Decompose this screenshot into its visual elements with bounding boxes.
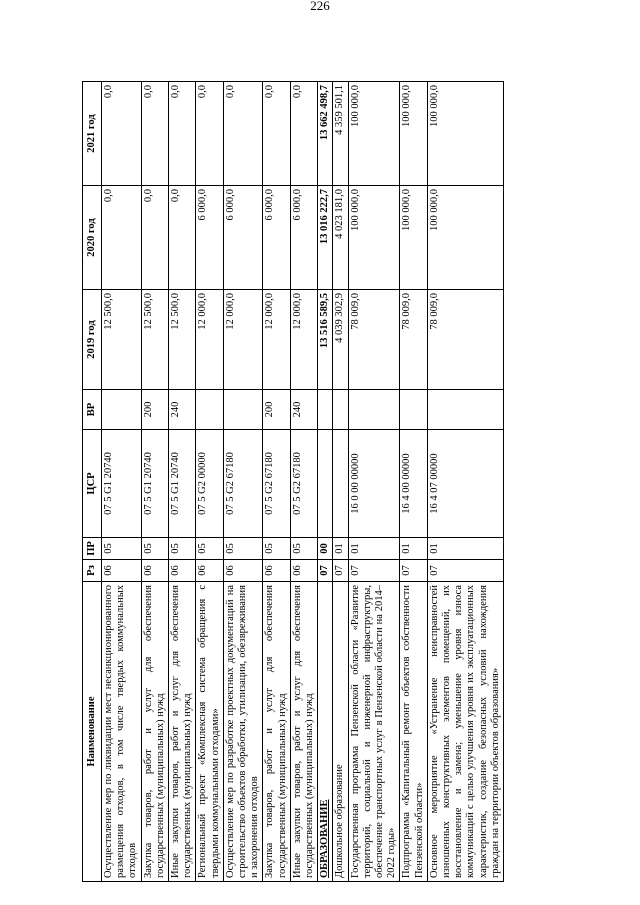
row-rz: 07: [333, 560, 348, 582]
row-rz: 06: [141, 560, 168, 582]
row-rz: 07: [348, 560, 400, 582]
row-rz: 07: [318, 560, 333, 582]
row-rz: 06: [196, 560, 223, 582]
row-vr: [400, 390, 427, 430]
header-row: [83, 82, 102, 882]
row-vr: 200: [141, 390, 168, 430]
row-rz: 06: [290, 560, 317, 582]
row-2021: 0,0: [263, 82, 290, 186]
row-vr: [348, 390, 400, 430]
table-row: [400, 82, 427, 882]
table-row: [169, 82, 196, 882]
row-2021: 100 000,0: [348, 82, 400, 186]
row-2021: 0,0: [169, 82, 196, 186]
row-2019: 4 039 302,9: [333, 290, 348, 390]
row-2021: 0,0: [196, 82, 223, 186]
row-rz: 06: [169, 560, 196, 582]
row-pr: 05: [263, 538, 290, 560]
row-name: Осуществление мер по разработке проектных документаций на строительство объектов обработки, утилизации, обезвреживания и захоронения отходов: [223, 582, 263, 882]
row-csr: [333, 430, 348, 538]
row-name: Подпрограмма «Капитальный ремонт объектов собственности Пензенской области»: [400, 582, 427, 882]
row-2020: 6 000,0: [263, 186, 290, 290]
row-2021: 0,0: [223, 82, 263, 186]
header-2021: 2021 год: [83, 82, 102, 186]
row-name: ОБРАЗОВАНИЕ: [318, 582, 333, 882]
row-csr: 07 5 G1 20740: [102, 430, 142, 538]
row-2020: 100 000,0: [427, 186, 503, 290]
row-name: Региональный проект «Комплексная система обращения с твердыми коммунальными отходами»: [196, 582, 223, 882]
header-2020: 2020 год: [83, 186, 102, 290]
row-name: Государственная программа Пензенской области «Развитие территорий, социальной и инженерной инфраструктуры, обеспечение транспортных услуг в Пензенской области на 2014–2022 годы»: [348, 582, 400, 882]
row-2019: 12 000,0: [290, 290, 317, 390]
row-csr: [318, 430, 333, 538]
table-row: [141, 82, 168, 882]
row-2021: 0,0: [141, 82, 168, 186]
row-2019: 12 000,0: [196, 290, 223, 390]
row-2019: 78 009,0: [427, 290, 503, 390]
row-rz: 07: [400, 560, 427, 582]
row-name: Иные закупки товаров, работ и услуг для обеспечения государственных (муниципальных) нужд: [169, 582, 196, 882]
row-2021: 0,0: [290, 82, 317, 186]
row-csr: 07 5 G2 67180: [223, 430, 263, 538]
row-2020: 0,0: [102, 186, 142, 290]
row-csr: 07 5 G2 67180: [290, 430, 317, 538]
table-row: [102, 82, 142, 882]
row-2019: 12 500,0: [169, 290, 196, 390]
row-vr: [223, 390, 263, 430]
budget-table: [82, 81, 504, 882]
row-csr: 16 4 00 00000: [400, 430, 427, 538]
row-2020: 0,0: [141, 186, 168, 290]
header-vr: ВР: [83, 390, 102, 430]
table-row: [196, 82, 223, 882]
row-vr: [333, 390, 348, 430]
row-pr: 05: [290, 538, 317, 560]
row-csr: 07 5 G1 20740: [141, 430, 168, 538]
row-csr: 07 5 G1 20740: [169, 430, 196, 538]
row-2020: 100 000,0: [348, 186, 400, 290]
row-2019: 12 000,0: [263, 290, 290, 390]
row-vr: [427, 390, 503, 430]
row-csr: 07 5 G2 00000: [196, 430, 223, 538]
row-vr: [102, 390, 142, 430]
row-2021: 0,0: [102, 82, 142, 186]
row-2019: 78 009,0: [400, 290, 427, 390]
row-rz: 06: [263, 560, 290, 582]
header-pr: ПР: [83, 538, 102, 560]
row-pr: 05: [141, 538, 168, 560]
row-rz: 06: [102, 560, 142, 582]
row-2019: 78 009,0: [348, 290, 400, 390]
row-name: Закупка товаров, работ и услуг для обеспечения государственных (муниципальных) нужд: [263, 582, 290, 882]
header-2019: 2019 год: [83, 290, 102, 390]
header-csr: ЦСР: [83, 430, 102, 538]
row-rz: 06: [223, 560, 263, 582]
row-pr: 01: [427, 538, 503, 560]
row-csr: 07 5 G2 67180: [263, 430, 290, 538]
row-pr: 01: [333, 538, 348, 560]
page-number: 226: [310, 0, 330, 13]
row-2019: 12 500,0: [141, 290, 168, 390]
row-2021: 4 359 501,1: [333, 82, 348, 186]
row-2021: 100 000,0: [400, 82, 427, 186]
row-2021: 100 000,0: [427, 82, 503, 186]
row-name: Иные закупки товаров, работ и услуг для обеспечения государственных (муниципальных) нужд: [290, 582, 317, 882]
table-row: [427, 82, 503, 882]
row-rz: 07: [427, 560, 503, 582]
row-name: Основное мероприятие «Устранение неисправностей изношенных конструктивных элементов помещений, их восстановление и замена; уменьшение уровня износа коммуникаций с целью улучшения уровня их эксплуатационных характеристик, создание безопасных условий нахождения граждан на территории объектов образования»: [427, 582, 503, 882]
row-pr: 05: [102, 538, 142, 560]
row-2020: 100 000,0: [400, 186, 427, 290]
row-name: Закупка товаров, работ и услуг для обеспечения государственных (муниципальных) нужд: [141, 582, 168, 882]
row-pr: 05: [169, 538, 196, 560]
row-2020: 0,0: [169, 186, 196, 290]
table-row: [318, 82, 333, 882]
row-vr: 240: [290, 390, 317, 430]
row-name: Осуществление мер по ликвидации мест несанкционированного размещения отходов, в том числе твердых коммунальных отходов: [102, 582, 142, 882]
row-2021: 13 662 498,7: [318, 82, 333, 186]
row-vr: 240: [169, 390, 196, 430]
row-vr: [196, 390, 223, 430]
row-2019: 12 000,0: [223, 290, 263, 390]
row-vr: [318, 390, 333, 430]
row-2019: 13 516 589,5: [318, 290, 333, 390]
header-name: Наименование: [83, 582, 102, 882]
budget-table-rotated: [82, 82, 562, 882]
row-pr: 01: [348, 538, 400, 560]
row-pr: 05: [196, 538, 223, 560]
table-row: [263, 82, 290, 882]
row-2020: 6 000,0: [196, 186, 223, 290]
row-2020: 6 000,0: [290, 186, 317, 290]
table-row: [290, 82, 317, 882]
row-2020: 6 000,0: [223, 186, 263, 290]
row-2020: 13 016 222,7: [318, 186, 333, 290]
row-pr: 00: [318, 538, 333, 560]
table-row: [333, 82, 348, 882]
table-body: [102, 82, 504, 882]
row-pr: 01: [400, 538, 427, 560]
row-2020: 4 023 181,0: [333, 186, 348, 290]
row-csr: 16 4 07 00000: [427, 430, 503, 538]
row-vr: 200: [263, 390, 290, 430]
row-2019: 12 500,0: [102, 290, 142, 390]
row-csr: 16 0 00 00000: [348, 430, 400, 538]
table-row: [223, 82, 263, 882]
table-row: [348, 82, 400, 882]
row-pr: 05: [223, 538, 263, 560]
row-name: Дошкольное образование: [333, 582, 348, 882]
header-rz: Рз: [83, 560, 102, 582]
